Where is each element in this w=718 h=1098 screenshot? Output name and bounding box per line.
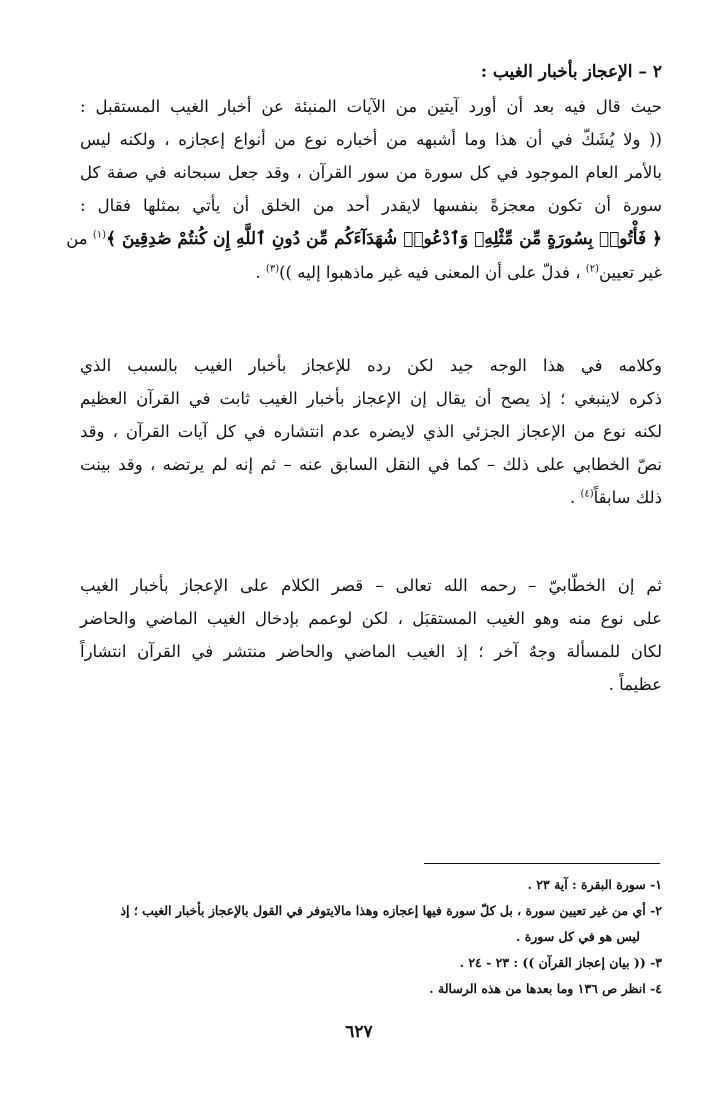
text-fragment: .	[255, 263, 261, 282]
quran-verse: ﴿ فَأْتُوا۟ بِسُورَةٍ مِّن مِّثْلِهِۦ وَٱدْعُوا۟ شُهَدَآءَكُم مِّن دُونِ ٱللَّهِ إِن كُنتُمْ صَٰدِقِينَ ﴾	[106, 229, 662, 249]
paragraph-line: وكلامه في هذا الوجه جيد لكن رده للإعجاز بأخبار الغيب بالسبب الذي	[80, 356, 662, 375]
footnote-1: ١- سورة البقرة : آية ٢٣ .	[527, 877, 662, 892]
paragraph-line	[80, 481, 662, 514]
paragraph-1	[66, 90, 662, 289]
paragraph-line: على نوع منه وهو الغيب المستقبَل ، لكن لوعمم بإدخال الغيب الماضي والحاضر	[80, 609, 662, 628]
section-heading: ٢ – الإعجاز بأخبار الغيب :	[480, 62, 662, 82]
text-fragment: ، فدلّ على أن المعنى فيه غير ماذهبوا إليه ))	[279, 263, 581, 282]
paragraph-line: ذكره لاينبغي ؛ إذ يصح أن يقال إن الإعجاز بأخبار الغيب ثابت في القرآن العظيم	[80, 389, 662, 408]
page-number: ٦٢٧	[345, 1022, 373, 1042]
footnotes	[120, 872, 662, 1002]
footnote-2-continued: ليس هو في كل سورة .	[515, 929, 640, 944]
quran-verse-line	[66, 222, 662, 256]
text-fragment: .	[569, 488, 576, 507]
footnote-4: ٤- انظر ص ١٣٦ وما بعدها من هذه الرسالة .	[429, 981, 662, 996]
paragraph-line: لكنه نوع من الإعجاز الجزئي الذي لايضره عدم انتشاره في كل آيات القرآن ، وقد	[80, 422, 662, 441]
footnote-ref: (٢)	[585, 263, 599, 275]
paragraph-2	[80, 349, 662, 514]
footnote-ref: (٣)	[265, 263, 280, 275]
paragraph-line	[80, 256, 662, 289]
footnote-divider	[424, 863, 660, 864]
paragraph-line: حيث قال فيه بعد أن أورد آيتين من الآيات المنبئة عن أخبار الغيب المستقبل :	[80, 97, 662, 116]
footnote-ref: (٤)	[580, 488, 594, 500]
paragraph-line: سورة أن تكون معجزةً بنفسها لايقدر أحد من الخلق أن يأتي بمثلها فقال :	[80, 196, 662, 215]
paragraph-line: بالأمر العام الموجود في كل سورة من سور القرآن ، وقد جعل سبحانه في صفة كل	[80, 163, 662, 182]
paragraph-line: ثم إن الخطّابيّ – رحمه الله تعالى – قصر الكلام على الإعجاز بأخبار الغيب	[80, 576, 662, 595]
footnote-3: ٣- (( بيان إعجاز القرآن )) : ٢٣ - ٢٤ .	[459, 955, 662, 970]
text-fragment: ذلك سابقاً	[593, 488, 662, 507]
paragraph-3	[80, 569, 662, 701]
paragraph-line: (( ولا يُشَكّ في أن هذا وما أشبهه من أخباره نوع من أنواع إعجازه ، ولكنه ليس	[80, 130, 662, 149]
paragraph-line: عظيماً .	[608, 675, 662, 694]
footnote-2: ٢- أي من غير تعيين سورة ، بل كلّ سورة فيها إعجازه وهذا مالايتوفر في القول بالإعجاز بأخبار الغيب ؛ إذ	[120, 903, 662, 918]
text-fragment: غير تعيين	[598, 263, 662, 282]
paragraph-line: نصّ الخطابي على ذلك – كما في النقل السابق عنه – ثم إنه لم يرتضه ، وقد بينت	[80, 455, 662, 474]
verse-trailing-text: من	[66, 229, 88, 248]
footnote-ref: (١)	[92, 229, 107, 241]
paragraph-line: لكان للمسألة وجهٌ آخر ؛ إذ الغيب الماضي والحاضر منتشر في القرآن انتشاراً	[80, 642, 662, 661]
